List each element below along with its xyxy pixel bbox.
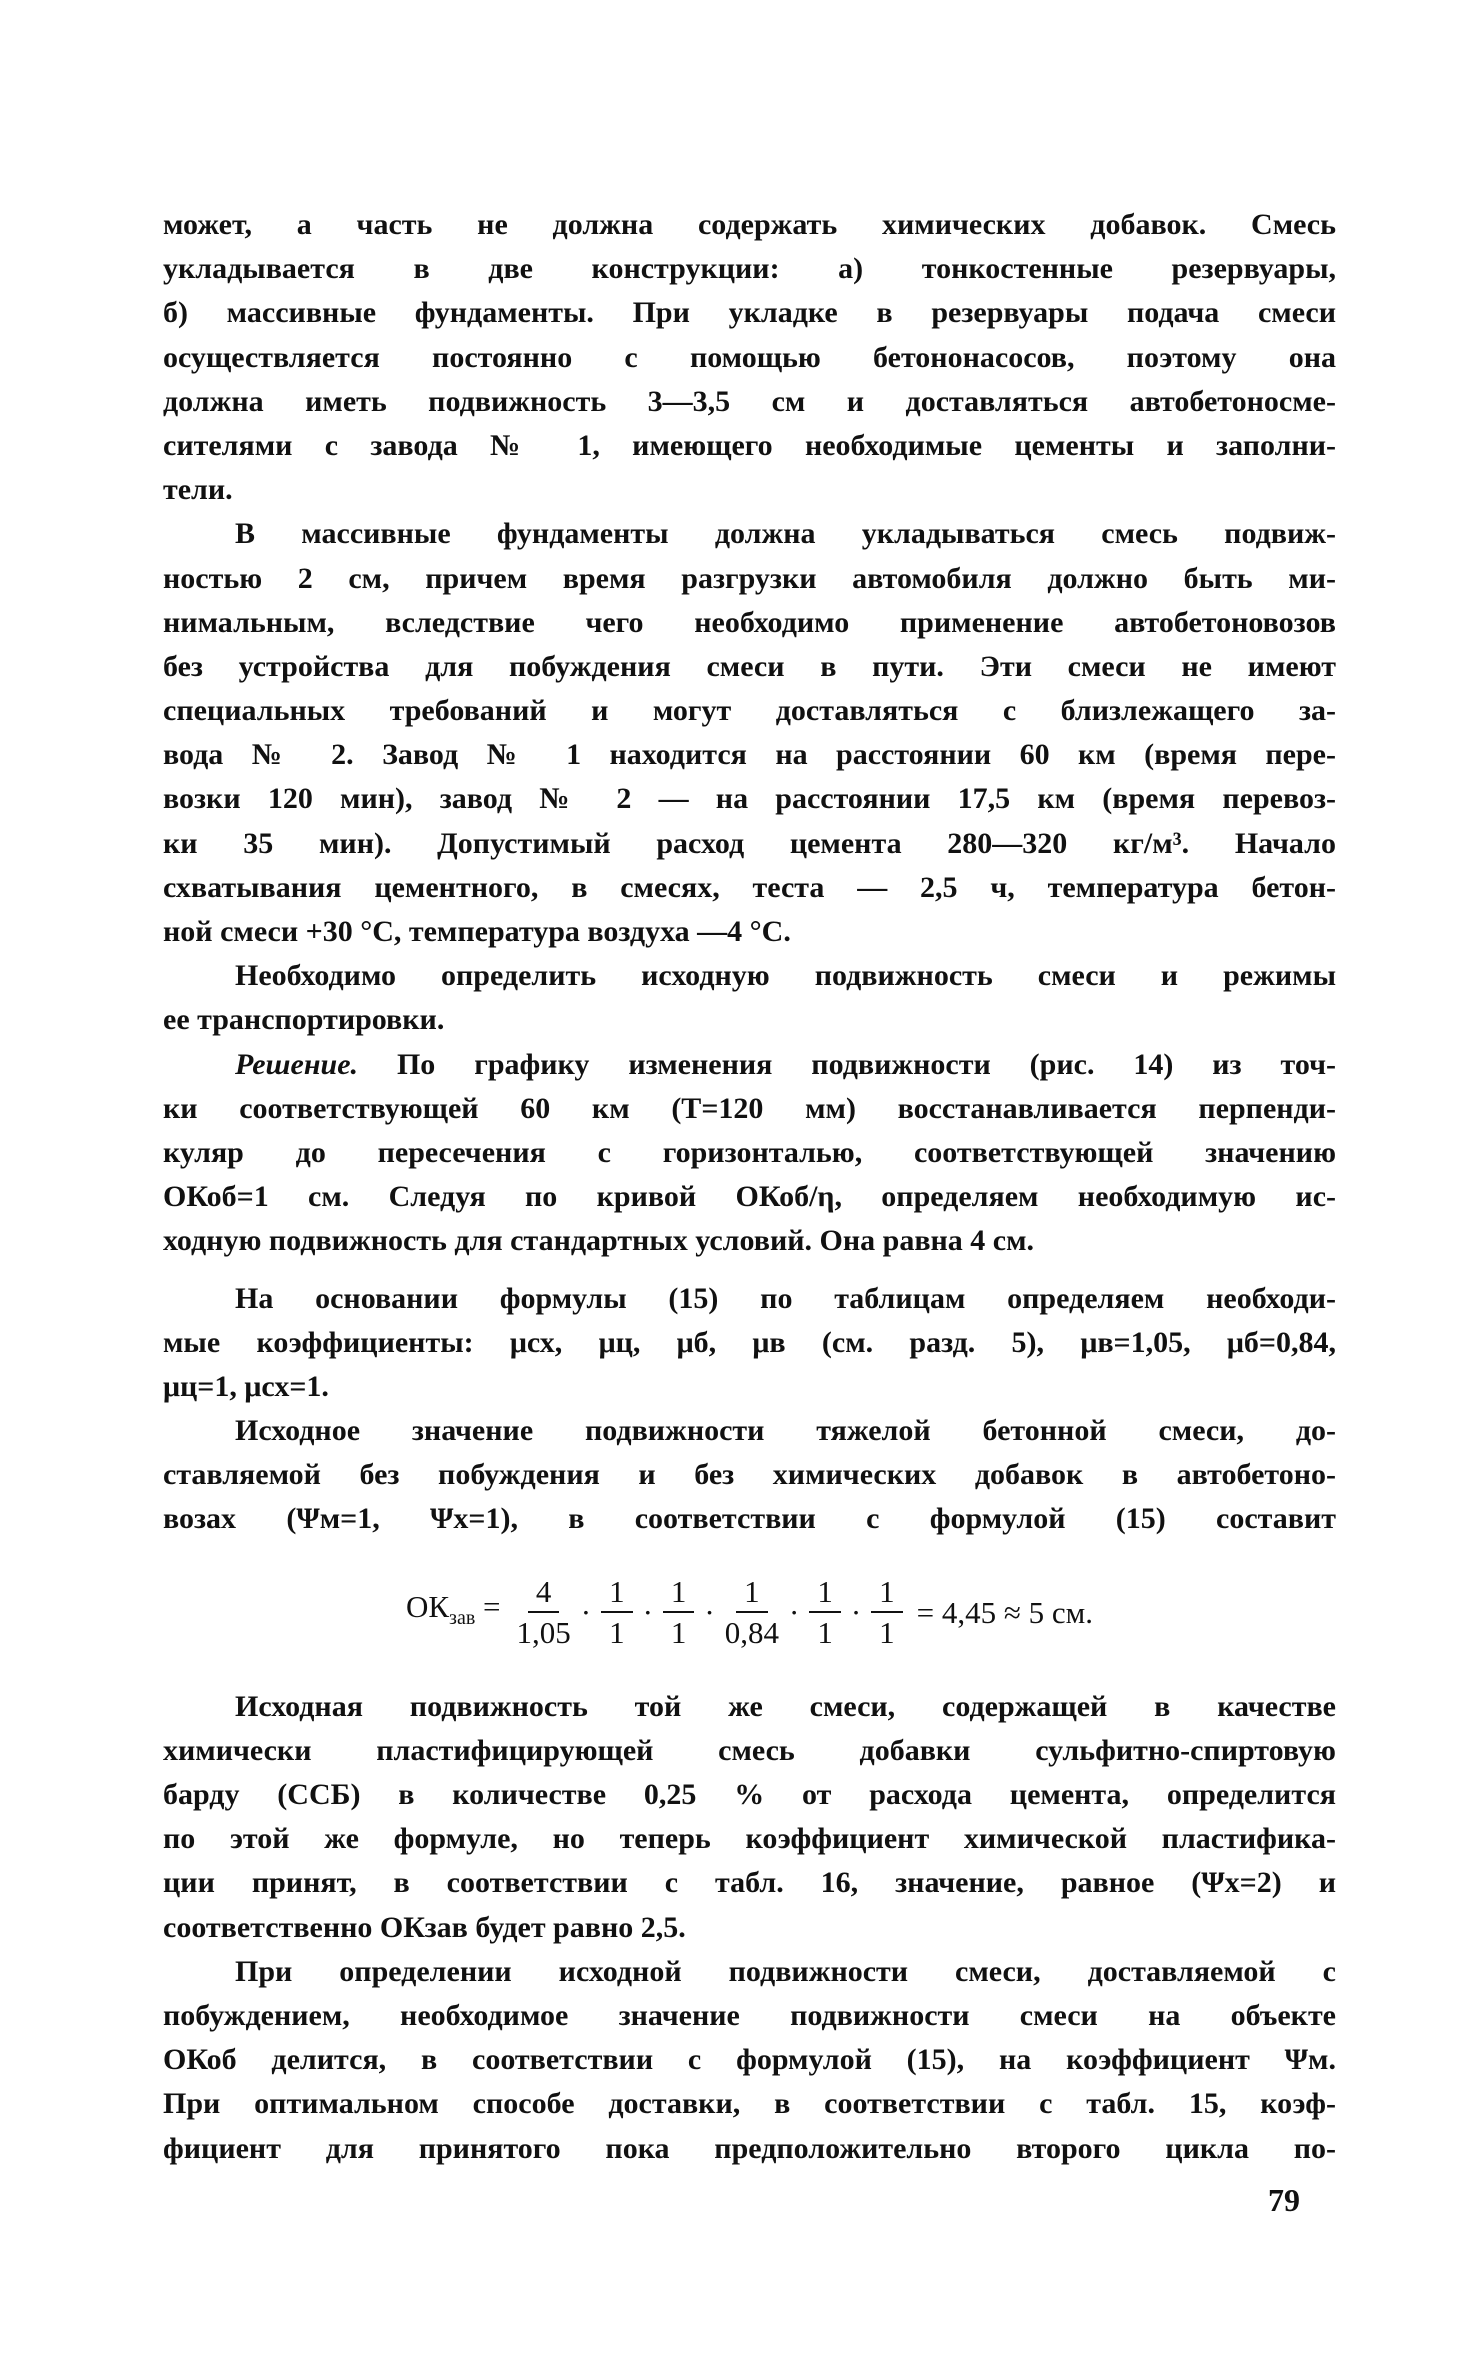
text-line: мые коэффициенты: μсх, μц, μб, μв (см. разд. 5), μв=1,05, μб=0,84, [163, 1325, 1336, 1359]
text-line: Исходная подвижность той же смеси, содержащей в качестве [235, 1689, 1336, 1723]
text-line: ки 35 мин). Допустимый расход цемента 280—320 кг/м³. Начало [163, 826, 1336, 860]
text-line: ки соответствующей 60 км (Т=120 мм) восстанавливается перпенди- [163, 1091, 1336, 1125]
numerator: 1 [809, 1573, 841, 1613]
denominator: 1 [609, 1615, 625, 1651]
numerator: 1 [871, 1573, 903, 1613]
text-line: Исходное значение подвижности тяжелой бетонной смеси, до- [235, 1414, 1336, 1448]
text-line: В массивные фундаменты должна укладываться смесь подвиж- [235, 517, 1336, 551]
numerator: 4 [528, 1573, 560, 1613]
fraction [663, 1573, 695, 1653]
text-line: ции принят, в соответствии с табл. 16, значение, равное (Ψх=2) и [163, 1866, 1336, 1900]
fraction [725, 1573, 779, 1653]
text-line: куляр до пересечения с горизонталью, соответствующей значению [163, 1135, 1336, 1169]
formula: $ОК_{зав}$ = $\frac{4}{1,05}$ · $\frac{1}{1}$ · $\frac{1}{1}$ · $\frac{1}{0,84}$ · $\frac{1}{1}$ · $\frac{1}{1}$ = 4,45 ≈ 5 см. [163, 1542, 1336, 1685]
text-line: осуществляется постоянно с помощью бетононасосов, поэтому она [163, 340, 1336, 374]
denominator: 0,84 [724, 1615, 779, 1651]
denominator: 1,05 [516, 1615, 571, 1651]
text-line: специальных требований и могут доставляться с близлежащего за- [163, 694, 1336, 728]
text-line: При определении исходной подвижности смеси, доставляемой с [235, 1954, 1336, 1988]
text-line: должна иметь подвижность 3—3,5 см и доставляться автобетоносме- [163, 384, 1336, 418]
paragraph-7 [163, 1685, 1336, 1950]
page-body [163, 203, 1336, 2171]
paragraph-5 [163, 1277, 1336, 1410]
paragraph-3 [163, 954, 1336, 1042]
paragraph-1 [163, 203, 1336, 512]
fraction [517, 1573, 571, 1653]
fraction [871, 1573, 903, 1653]
text-line: соответственно ОКзав будет равно 2,5. [163, 1910, 686, 1944]
paragraph-2 [163, 512, 1336, 954]
text-line: б) массивные фундаменты. При укладке в резервуары подача смеси [163, 296, 1336, 330]
text-line [163, 1043, 1336, 1087]
page-number: 79 [1268, 2182, 1300, 2218]
text-line: вода № 2. Завод № 1 находится на расстоянии 60 км (время пере- [163, 738, 1336, 772]
text-line: При оптимальном способе доставки, в соответствии с табл. 15, коэф- [163, 2087, 1336, 2121]
text-line: укладывается в две конструкции: а) тонкостенные резервуары, [163, 252, 1336, 286]
text-line: ностью 2 см, причем время разгрузки автомобиля должно быть ми- [163, 561, 1336, 595]
text-line: по этой же формуле, но теперь коэффициент химической пластифика- [163, 1822, 1336, 1856]
text-line: ОКоб делится, в соответствии с формулой (15), на коэффициент Ψм. [163, 2043, 1336, 2077]
numerator: 1 [736, 1573, 768, 1613]
text-line: ходную подвижность для стандартных условий. Она равна 4 см. [163, 1224, 1035, 1258]
text-line: ной смеси +30 °С, температура воздуха —4 °С. [163, 915, 791, 948]
text-line: ее транспортировки. [163, 1003, 445, 1037]
text-line: побуждением, необходимое значение подвижности смеси на объекте [163, 1998, 1336, 2032]
paragraph-6 [163, 1409, 1336, 1542]
text-line: Необходимо определить исходную подвижность смеси и режимы [235, 959, 1336, 993]
denominator: 1 [879, 1615, 895, 1651]
fraction [601, 1573, 633, 1653]
formula-lhs: $ОК_{зав}$ = [405, 1589, 501, 1630]
paragraph-8 [163, 1950, 1336, 2171]
text-line: нимальным, вследствие чего необходимо применение автобетоновозов [163, 605, 1336, 639]
text-line: фициент для принятого пока предположительно второго цикла по- [163, 2131, 1336, 2165]
text-line: На основании формулы (15) по таблицам определяем необходи- [235, 1281, 1336, 1315]
text-line: ОКоб=1 см. Следуя по кривой ОКоб/η, определяем необходимую ис- [163, 1180, 1336, 1214]
text-line: может, а часть не должна содержать химических добавок. Смесь [163, 208, 1336, 241]
denominator: 1 [670, 1615, 687, 1651]
text-line: возах (Ψм=1, Ψх=1), в соответствии с формулой (15) составит [163, 1502, 1336, 1536]
text-line: тели. [163, 473, 233, 507]
text-line: без устройства для побуждения смеси в пути. Эти смеси не имеют [163, 649, 1336, 683]
paragraph-solution [163, 1043, 1336, 1264]
formula-result: = 4,45 ≈ 5 см. [916, 1595, 1094, 1631]
numerator: 1 [601, 1573, 633, 1613]
solution-label: Решение. [235, 1047, 359, 1081]
fraction [809, 1573, 841, 1653]
text-line: возки 120 мин), завод № 2 — на расстоянии 17,5 км (время перевоз- [163, 782, 1336, 816]
numerator: 1 [663, 1573, 695, 1613]
formula-lhs-subscript: зав [449, 1607, 476, 1630]
text-line: химически пластифицирующей смесь добавки сульфитно-спиртовую [163, 1733, 1336, 1767]
text-line: барду (ССБ) в количестве 0,25 % от расхода цемента, определится [163, 1778, 1336, 1811]
formula-lhs-symbol: ОК [405, 1589, 450, 1625]
denominator: 1 [817, 1615, 833, 1651]
text-line: μц=1, μсх=1. [163, 1369, 329, 1403]
text-line: ставляемой без побуждения и без химических добавок в автобетоно- [163, 1458, 1336, 1492]
text-line: схватывания цементного, в смесях, теста — 2,5 ч, температура бетон- [163, 870, 1336, 904]
text-line: сителями с завода № 1, имеющего необходимые цементы и заполни- [163, 428, 1336, 462]
text-span: По графику изменения подвижности (рис. 14) из точ- [358, 1047, 1336, 1081]
